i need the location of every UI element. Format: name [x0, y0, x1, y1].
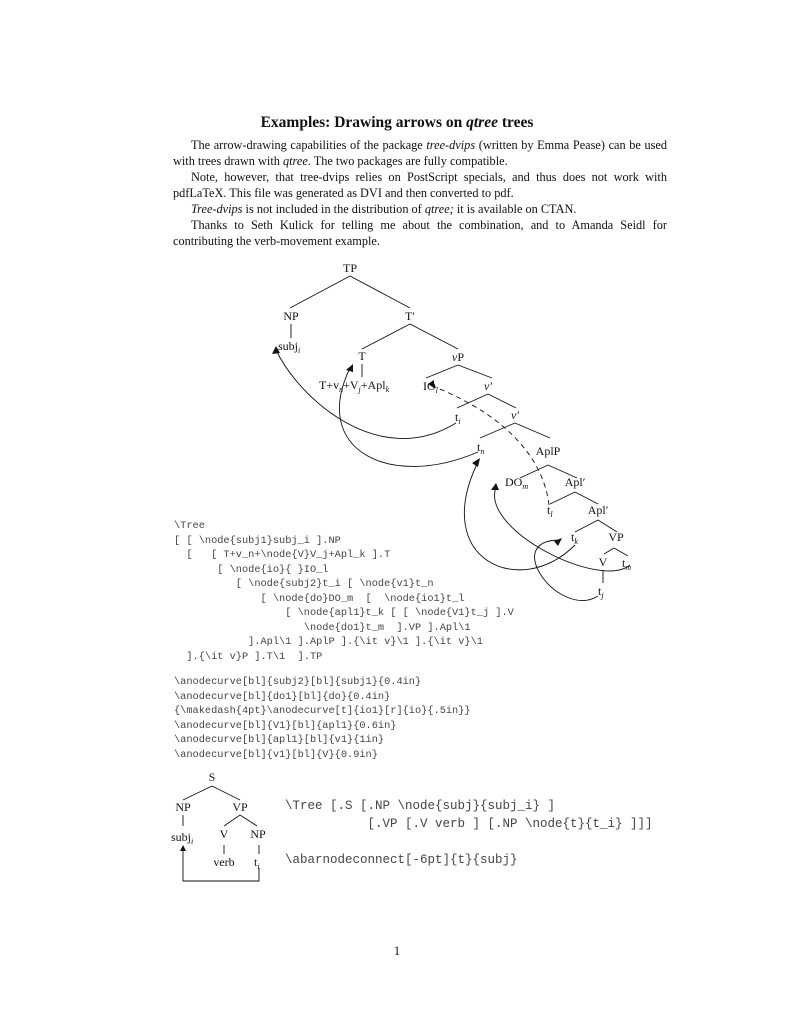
node-NP: NP — [283, 309, 299, 323]
node-t-j: $t_j$ — [598, 584, 604, 600]
code-line: [ \node{apl1}t_k [ [ \node{V1}t_j ].V — [174, 607, 514, 619]
node-t-k: $t_k$ — [571, 530, 578, 546]
node-subj: subj$_i$ — [278, 339, 301, 355]
paragraph: Thanks to Seth Kulick for telling me about the combination, and to Amanda Seidl for contributing the verb-movement example. — [173, 218, 667, 248]
node-TP: TP — [342, 261, 358, 275]
code-line: [ \node{subj2}t_i [ \node{v1}t_n — [174, 578, 434, 590]
code-line: \anodecurve[bl]{do1}[bl]{do}{0.4in} — [174, 690, 391, 703]
code-line: [.VP [.V verb ] [.NP \node{t}{t_i} ]]] — [285, 817, 653, 831]
node-Aplbar1: Apl′ — [564, 475, 586, 489]
code-line: ].{\it v}P ].T\1 ].TP — [174, 650, 323, 663]
code-block-small-tree — [285, 797, 653, 869]
code-line: \abarnodeconnect[-6pt]{t}{subj} — [285, 853, 518, 867]
node-t-small: $t_i$ — [254, 855, 260, 871]
node-VP-small: VP — [232, 800, 248, 814]
node-AplP: AplP — [535, 444, 561, 458]
node-V: V — [598, 555, 608, 569]
code-line: ].Apl\1 ].AplP ].{\it v}\1 ].{\it v}\1 — [174, 636, 483, 648]
title-suffix: trees — [497, 114, 534, 131]
code-line: [ [ T+v_n+\node{V}V_j+Apl_k ].T — [174, 549, 391, 561]
code-line: [ [ \node{subj1}subj_i ].NP — [174, 534, 341, 547]
code-line: [ \node{io}{ }IO_l — [174, 563, 329, 576]
code-line — [285, 833, 653, 851]
node-VP: VP — [608, 530, 624, 544]
code-line: \anodecurve[bl]{v1}[bl]{V}{0.9in} — [174, 748, 378, 761]
node-NP-small: NP — [175, 800, 191, 814]
node-t-i: $t_i$ — [455, 410, 461, 426]
code-line: {\makedash{4pt}\anodecurve[t]{io1}[r]{io}{.5in}} — [174, 705, 471, 717]
code-line: \anodecurve[bl]{V1}[bl]{apl1}{0.6in} — [174, 719, 397, 732]
node-T-head: $T+v_n+V_j+Apl_k$ — [319, 378, 390, 394]
node-t-n: $t_n$ — [477, 440, 485, 456]
node-vP: vP — [451, 350, 465, 364]
node-S: S — [208, 770, 216, 784]
node-t-l: $t_l$ — [547, 503, 553, 519]
node-vbar1: v′ — [484, 379, 492, 393]
code-block-curves — [174, 675, 471, 762]
title-italic: qtree — [466, 114, 498, 131]
node-Tbar: T′ — [405, 309, 415, 323]
code-line: \Tree [.S [.NP \node{subj}{subj_i} ] — [285, 799, 556, 813]
node-IO: $IO_l$ — [423, 379, 438, 395]
node-T: T — [358, 349, 366, 363]
title-text: Examples: Drawing arrows on — [260, 114, 467, 131]
code-line: \Tree — [174, 520, 205, 532]
node-verb: verb — [213, 855, 235, 869]
node-vbar2: v′ — [511, 408, 519, 422]
code-line: \node{do1}t_m ].VP ].Apl\1 — [174, 621, 471, 634]
node-t-m: $t_m$ — [622, 556, 632, 572]
node-V-small: V — [219, 827, 229, 841]
paragraph: Note, however, that tree-dvips relies on PostScript specials, and thus does not work with pdfLaTeX. This file was generated as DVI and then converted to pdf. — [173, 170, 667, 200]
node-DO: $DO_m$ — [505, 475, 529, 491]
code-block-tree — [174, 519, 514, 664]
code-line: [ \node{do}DO_m [ \node{io1}t_l — [174, 592, 465, 605]
node-Aplbar2: Apl′ — [587, 503, 609, 517]
paragraph: Tree-dvips is not included in the distribution of qtree; it is available on CTAN. — [191, 202, 577, 216]
paragraph: The arrow-drawing capabilities of the package tree-dvips (written by Emma Pease) can be used with trees drawn with qtree. The two packages are fully compatible. — [173, 138, 667, 168]
code-line: \anodecurve[bl]{subj2}[bl]{subj1}{0.4in} — [174, 676, 422, 688]
code-line: \anodecurve[bl]{apl1}[bl]{v1}{1in} — [174, 734, 385, 746]
page-number: 1 — [393, 944, 401, 958]
node-subj-small: subj$_i$ — [171, 830, 194, 846]
node-NP2-small: NP — [250, 827, 266, 841]
